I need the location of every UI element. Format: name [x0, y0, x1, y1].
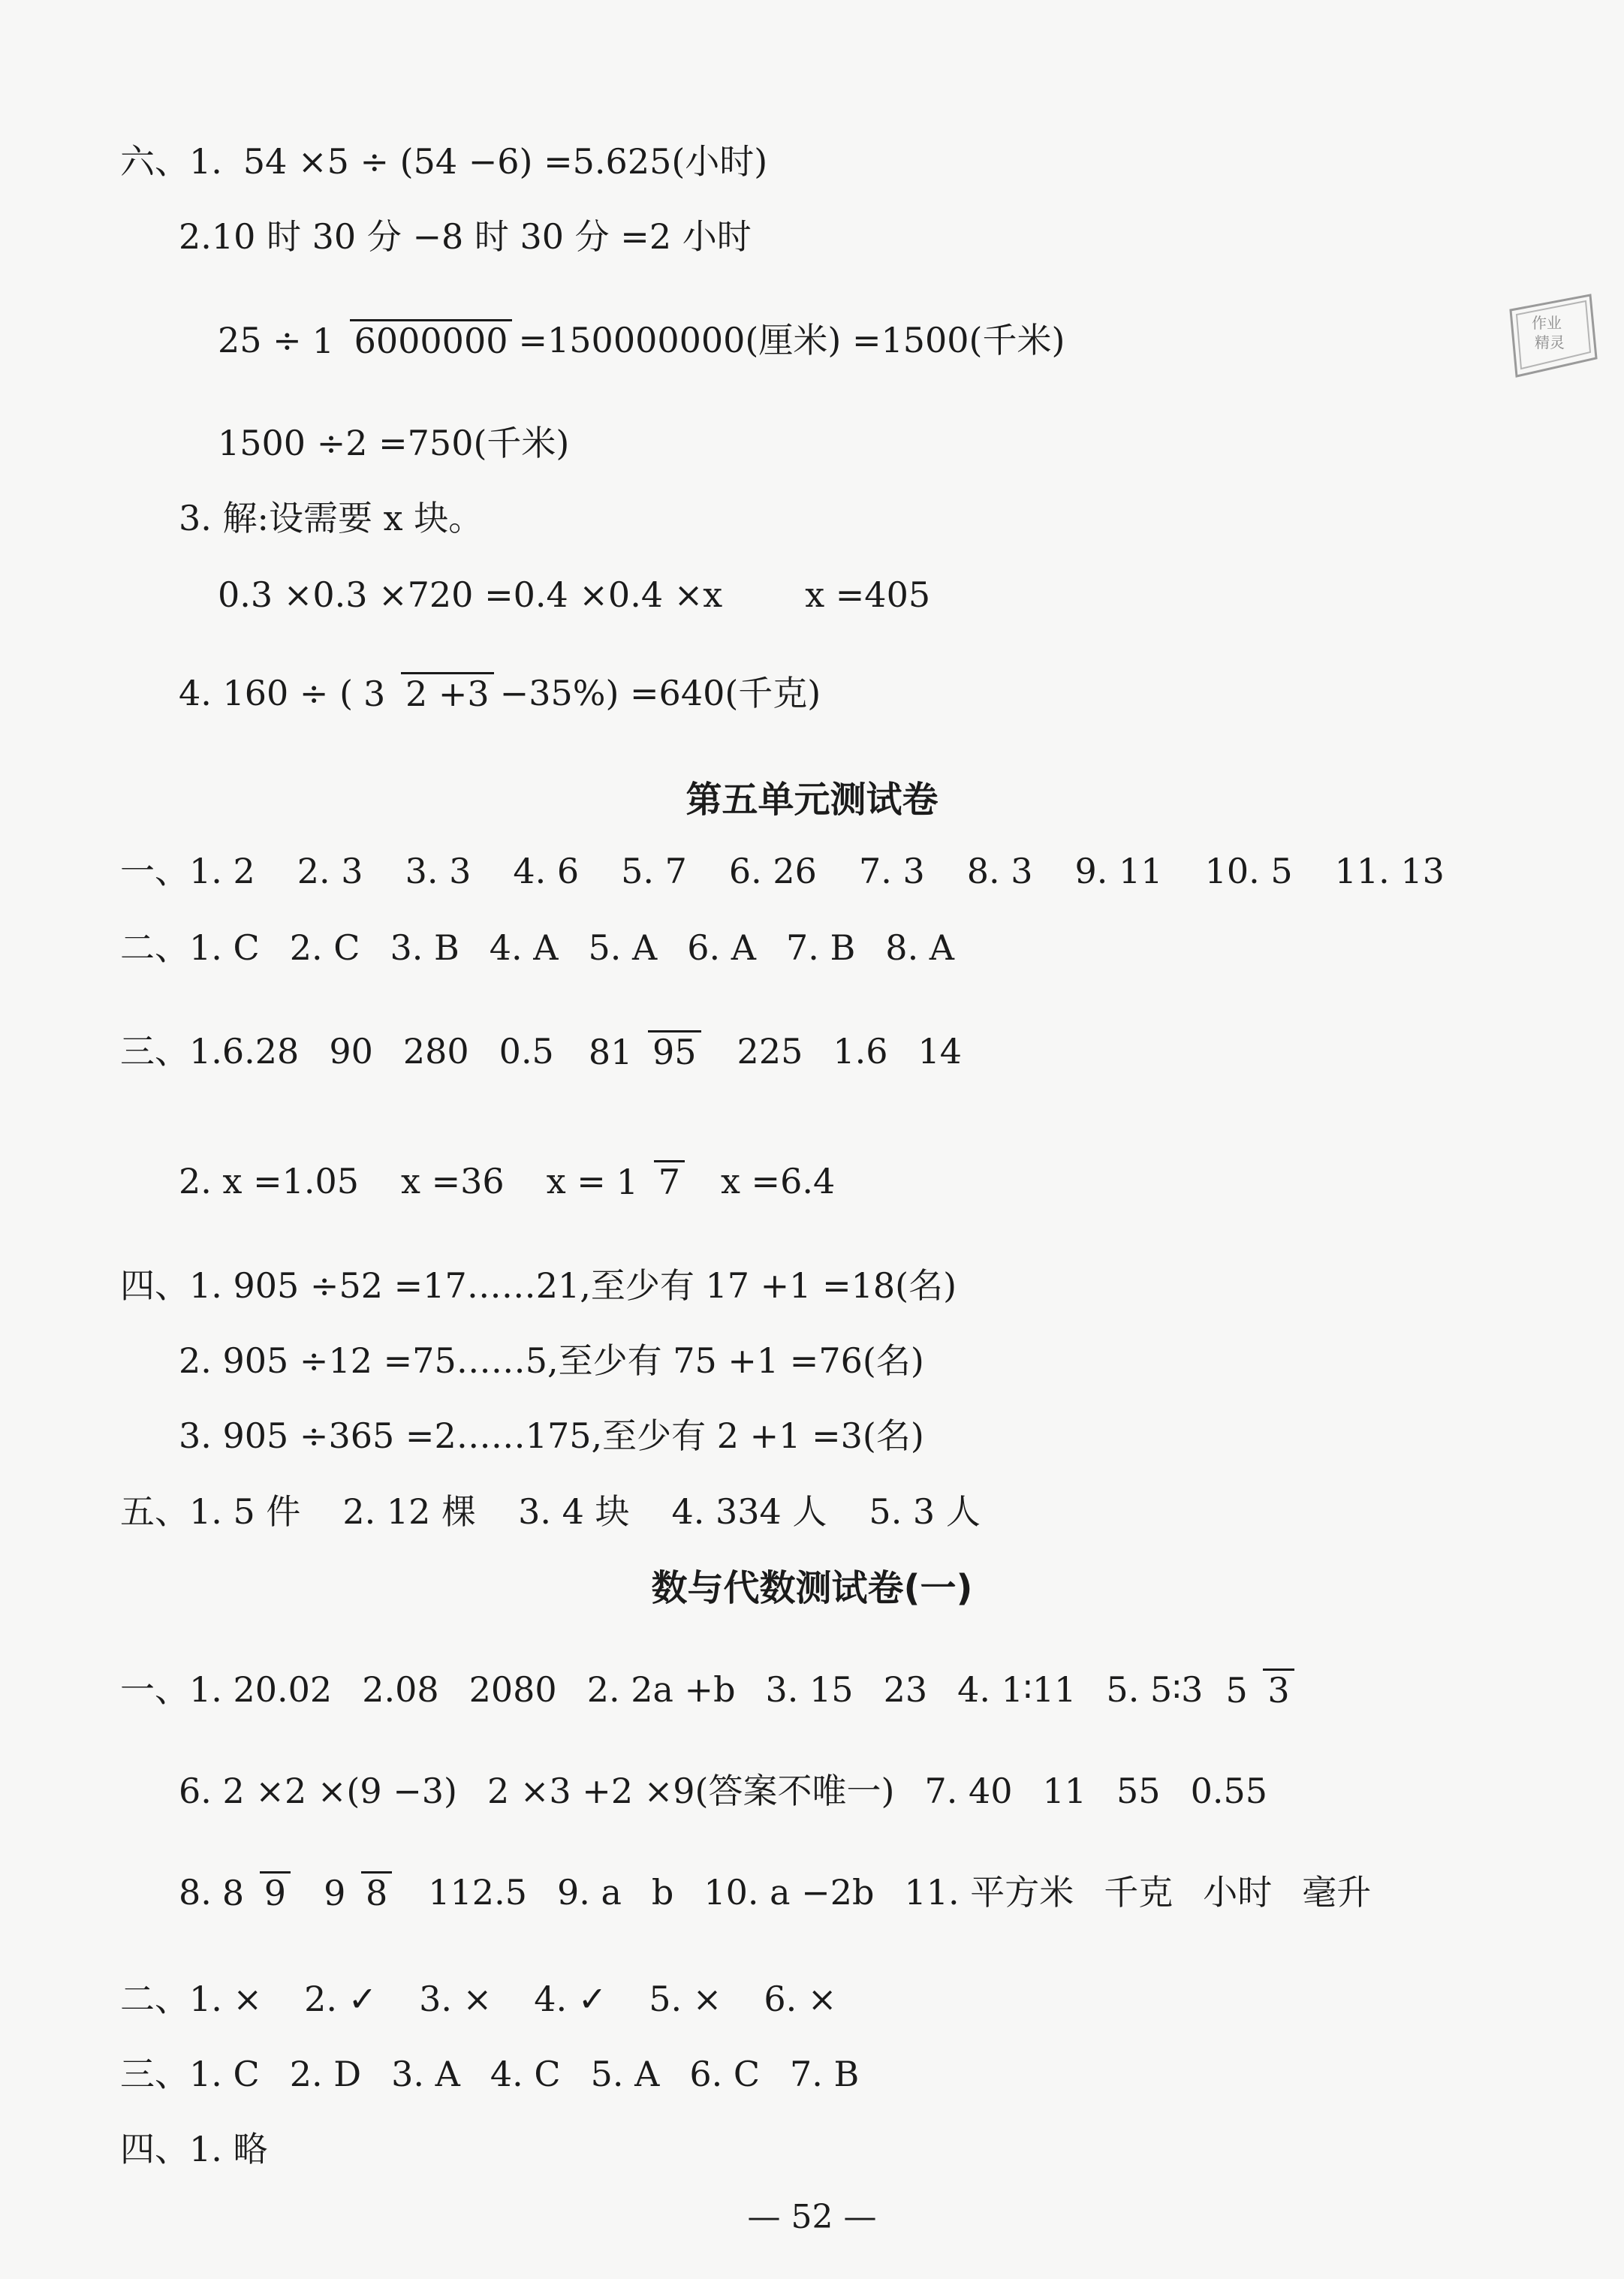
fraction-5-over-3: 5 3 [1221, 1669, 1294, 1710]
algebra1-row-3: 三、 1. C 2. D 3. A 4. C 5. A 6. C 7. B [120, 2054, 860, 2094]
answer-6-2-scale-pre: 25 ÷ [218, 320, 302, 360]
answer-6-1 [120, 139, 767, 184]
unit5-row-3: 三、 1.6.28 90 280 0.5 81 95 225 1.6 14 [120, 1031, 963, 1073]
algebra1-row-1-6: 6. 2 ×2 ×(9 −3) 2 ×3 +2 ×9(答案不唯一) 7. 40 11 55 0.55 [179, 1771, 1267, 1811]
algebra1-row-1: 一、 1. 20.02 2.08 2080 2. 2a +b 3. 15 23 4. 1∶11 5. 5∶3 5 3 [120, 1648, 1300, 1731]
fraction-81-over-95: 81 95 [584, 1030, 701, 1072]
unit5-row-4-2: 2. 905 ÷12 =75……5,至少有 75 +1 =76(名) [179, 1340, 924, 1381]
answer-6-4-post: −35%) =640(千克) [499, 673, 821, 713]
answer-6-2 [179, 214, 752, 259]
section-title-unit5: 第五单元测试卷 [685, 779, 939, 821]
answer-6-4-pre: 4. 160 ÷ ( [179, 673, 354, 713]
answer-6-2-scale [218, 299, 1065, 381]
fraction-1-over-7: 1 7 [612, 1160, 685, 1201]
answer-6-2-half-text: 1500 ÷2 =750(千米) [218, 423, 570, 463]
algebra1-row-2: 二、 1. × 2. ✓ 3. × 4. ✓ 5. × 6. × [120, 1979, 837, 2019]
watermark-stamp-icon [1502, 289, 1607, 387]
unit5-row-4-1: 四、1. 905 ÷52 =17……21,至少有 17 +1 =18(名) [120, 1265, 957, 1306]
unit5-row-1: 一、 1. 2 2. 3 3. 3 4. 6 5. 7 6. 26 7. 3 8. 3 9. 11 10. 5 11. 13 [120, 851, 1445, 891]
answer-6-1-label: 六、1. [120, 141, 222, 182]
unit5-row-5: 五、 1. 5 件 2. 12 棵 3. 4 块 4. 334 人 5. 3 人 [120, 1491, 981, 1532]
answer-6-1-expr: 54 ×5 ÷ (54 −6) =5.625(小时) [243, 141, 768, 182]
answer-6-2-half [218, 421, 569, 466]
answer-6-4 [179, 652, 821, 734]
unit5-row-3-2: 2. x =1.05 x =36 x = 1 7 x =6.4 [179, 1161, 836, 1203]
answer-6-2-text: 2.10 时 30 分 −8 时 30 分 =2 小时 [179, 216, 752, 257]
unit5-row-4-3: 3. 905 ÷365 =2……175,至少有 2 +1 =3(名) [179, 1415, 924, 1456]
fraction-one-over-6000000: 1 6000000 [308, 319, 513, 360]
section-title-algebra1: 数与代数测试卷(一) [651, 1567, 973, 1609]
answer-6-3-equation [218, 572, 930, 617]
fraction-8-over-9: 8 9 [218, 1871, 291, 1913]
answer-6-3-text: 3. 解:设需要 x 块。 [179, 498, 484, 538]
answer-6-3-equation-result: x =405 [805, 574, 931, 615]
unit5-row-2: 二、 1. C 2. C 3. B 4. A 5. A 6. A 7. B 8. A [120, 927, 955, 968]
fraction-3-over-2-plus-3: 3 2 +3 [359, 672, 494, 713]
page-number: — 52 — [747, 2198, 877, 2236]
answer-6-3-equation-left: 0.3 ×0.3 ×720 =0.4 ×0.4 ×x [218, 574, 723, 615]
answer-6-2-scale-post: =150000000(厘米) =1500(千米) [518, 320, 1065, 360]
svg-text:作业: 作业 [1532, 314, 1562, 332]
algebra1-row-1-8: 8. 8 9 9 8 112.5 9. a b 10. a −2b 11. 平方米 千克 小时 毫升 [179, 1872, 1372, 1914]
fraction-9-over-8: 9 8 [319, 1871, 392, 1913]
svg-text:精灵: 精灵 [1535, 333, 1565, 351]
algebra1-row-4: 四、1. 略 [120, 2129, 268, 2169]
answer-6-3 [179, 496, 483, 541]
